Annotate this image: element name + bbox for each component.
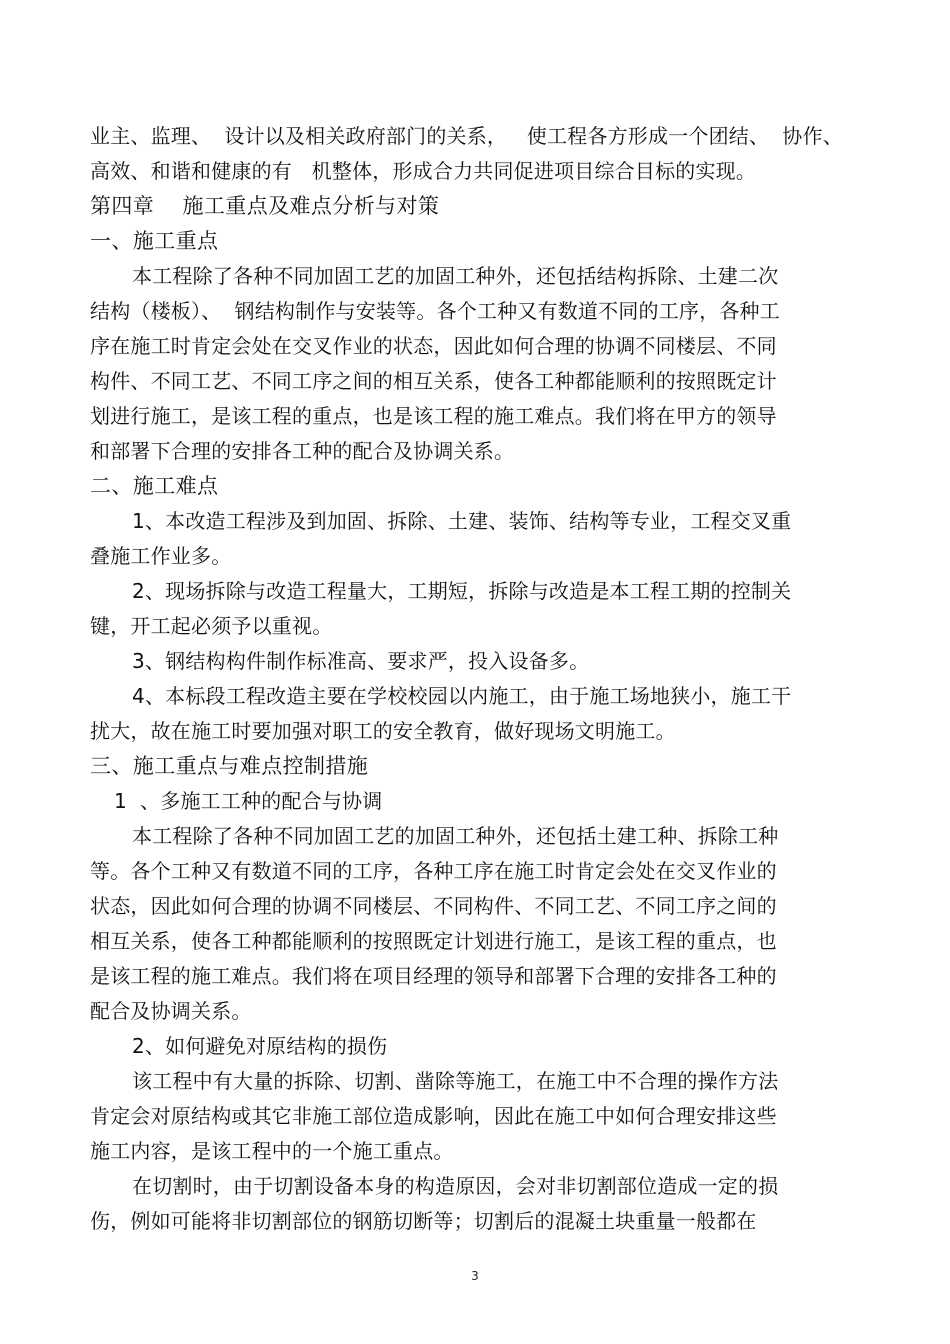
page-number: 3 [471,1269,479,1283]
text-line: 结构（楼板）、 钢结构制作与安装等。各个工种又有数道不同的工序，各种工 [90,299,780,323]
subsection-heading: 2、如何避免对原结构的损伤 [132,1034,388,1058]
text-line: 4、本标段工程改造主要在学校校园以内施工，由于施工场地狭小，施工干 [132,684,792,708]
text-line: 1、本改造工程涉及到加固、拆除、土建、装饰、结构等专业，工程交叉重 [132,509,792,533]
text-line: 构件、不同工艺、不同工序之间的相互关系，使各工种都能顺利的按照既定计 [90,369,777,393]
text-line: 序在施工时肯定会处在交叉作业的状态，因此如何合理的协调不同楼层、不同 [90,334,777,358]
text-line: 扰大，故在施工时要加强对职工的安全教育，做好现场文明施工。 [90,719,676,743]
section-heading: 二、施工难点 [90,474,219,498]
text-line: 高效、和谐和健康的有 机整体，形成合力共同促进项目综合目标的实现。 [90,159,757,183]
text-line: 相互关系，使各工种都能顺利的按照既定计划进行施工，是该工程的重点，也 [90,929,777,953]
text-line: 叠施工作业多。 [90,544,232,568]
text-line: 划进行施工，是该工程的重点，也是该工程的施工难点。我们将在甲方的领导 [90,404,777,428]
text-line: 施工内容，是该工程中的一个施工重点。 [90,1139,454,1163]
text-line: 和部署下合理的安排各工种的配合及协调关系。 [90,439,515,463]
text-line: 3、钢结构构件制作标准高、要求严，投入设备多。 [132,649,590,673]
text-line: 该工程中有大量的拆除、切割、凿除等施工，在施工中不合理的操作方法 [132,1069,779,1093]
text-line: 等。各个工种又有数道不同的工序，各种工序在施工时肯定会处在交叉作业的 [90,859,777,883]
text-line: 在切割时，由于切割设备本身的构造原因，会对非切割部位造成一定的损 [132,1174,779,1198]
text-line: 伤，例如可能将非切割部位的钢筋切断等；切割后的混凝土块重量一般都在 [90,1209,757,1233]
section-heading: 三、施工重点与难点控制措施 [90,754,369,778]
text-line: 本工程除了各种不同加固工艺的加固工种外，还包括土建工种、拆除工种 [132,824,779,848]
text-line: 配合及协调关系。 [90,999,252,1023]
text-line: 肯定会对原结构或其它非施工部位造成影响，因此在施工中如何合理安排这些 [90,1104,777,1128]
text-line: 键，开工起必须予以重视。 [90,614,333,638]
text-line: 本工程除了各种不同加固工艺的加固工种外，还包括结构拆除、土建二次 [132,264,779,288]
text-line: 状态，因此如何合理的协调不同楼层、不同构件、不同工艺、不同工序之间的 [90,894,777,918]
text-line: 业主、监理、 设计以及相关政府部门的关系， 使工程各方形成一个团结、 协作、 [90,124,843,148]
text-line: 是该工程的施工难点。我们将在项目经理的领导和部署下合理的安排各工种的 [90,964,777,988]
section-heading: 一、施工重点 [90,229,219,253]
chapter-heading: 第四章 施工重点及难点分析与对策 [90,194,440,218]
subsection-heading: 1 、多施工工种的配合与协调 [114,789,383,813]
text-line: 2、现场拆除与改造工程量大，工期短，拆除与改造是本工程工期的控制关 [132,579,792,603]
